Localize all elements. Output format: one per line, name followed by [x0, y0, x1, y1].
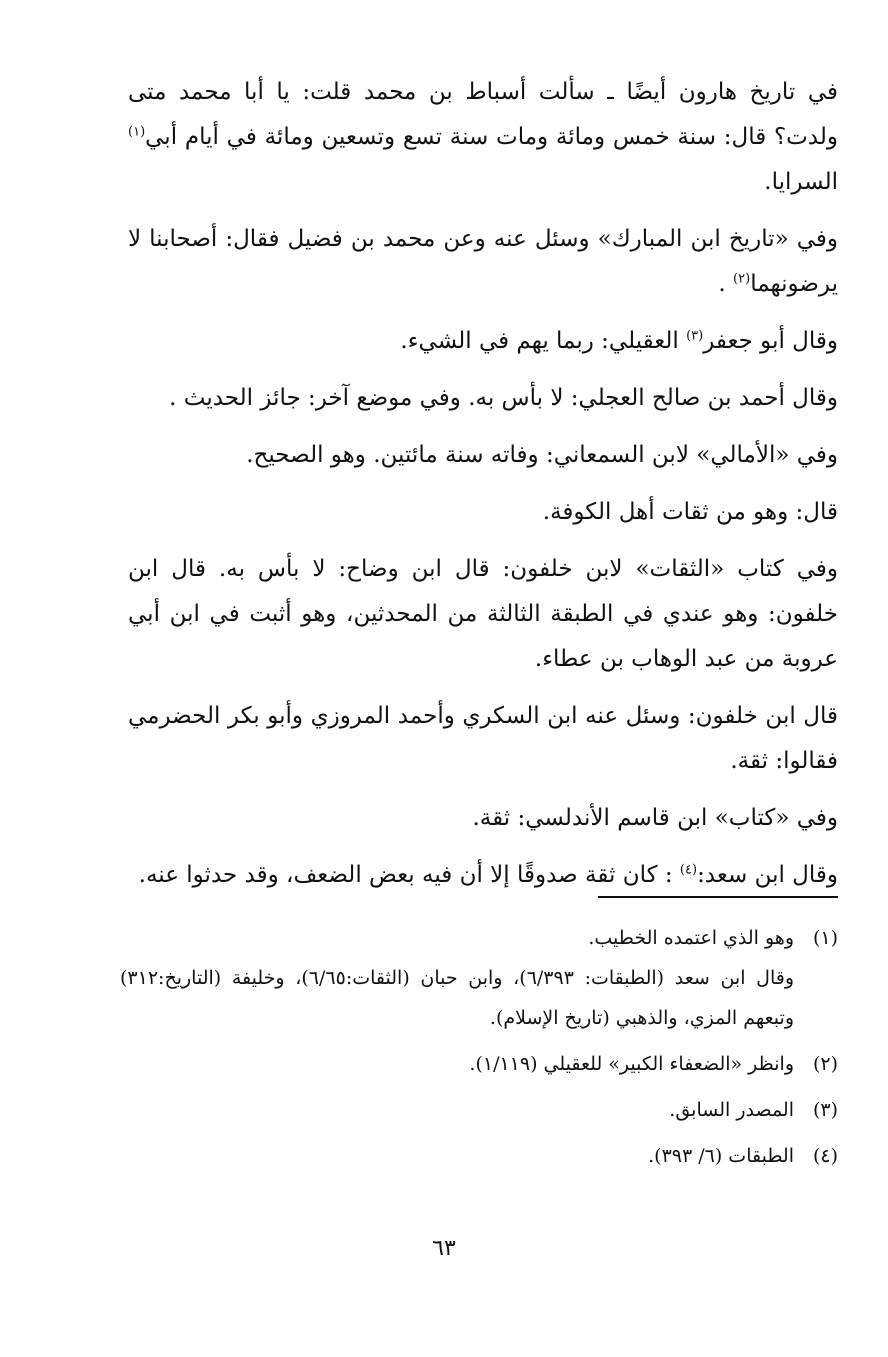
footnote-ref-4[interactable]: (٤) [679, 862, 698, 878]
footnote-ref-1[interactable]: (١) [128, 124, 146, 140]
main-text [128, 70, 838, 910]
paragraph-4: وقال أحمد بن صالح العجلي: لا بأس به. وفي موضع آخر: جائز الحديث . [169, 385, 838, 411]
paragraph-1-text: في تاريخ هارون أيضًا ـ سألت أسباط بن محمد قلت: يا أبا محمد متى ولدت؟ قال: سنة خمس ومائة ومات سنة تسع وتسعين ومائة في أيام أبي [128, 79, 838, 150]
footnote-2 [120, 1044, 838, 1084]
footnote-text [120, 918, 794, 1038]
paragraph-8: قال ابن خلفون: وسئل عنه ابن السكري وأحمد المروزي وأبو بكر الحضرمي فقالوا: ثقة. [128, 703, 838, 774]
paragraph-1-tail: السرايا. [764, 169, 838, 195]
paragraph-7: وفي كتاب «الثقات» لابن خلفون: قال ابن وضاح: لا بأس به. قال ابن خلفون: وهو عندي في الطبقة الثالثة من المحدثين، وهو أثبت في ابن أبي عروبة من عبد الوهاب بن عطاء. [128, 556, 838, 672]
paragraph-6: قال: وهو من ثقات أهل الكوفة. [542, 499, 838, 525]
footnote-number: (٢) [812, 1053, 838, 1075]
footnote-ref-3[interactable]: (٣) [686, 328, 704, 344]
footnote-divider [598, 896, 838, 898]
footnote-number: (١) [812, 927, 838, 949]
paragraph-2-text: وفي «تاريخ ابن المبارك» وسئل عنه وعن محمد بن فضيل فقال: أصحابنا لا يرضونهما [128, 226, 838, 297]
paragraph-2-tail: . [718, 271, 734, 297]
footnotes-section [120, 918, 838, 1182]
paragraph-3-text: وقال أبو جعفر [703, 328, 838, 354]
footnote-4 [120, 1136, 838, 1176]
paragraph-5: وفي «الأمالي» لابن السمعاني: وفاته سنة مائتين. وهو الصحيح. [246, 442, 838, 468]
footnote-3 [120, 1090, 838, 1130]
paragraph-3-tail: العقيلي: ربما يهم في الشيء. [400, 328, 687, 354]
paragraph-3 [128, 319, 838, 364]
footnote-line: وهو الذي اعتمده الخطيب. [588, 927, 794, 949]
paragraph-10-tail: : كان ثقة صدوقًا إلا أن فيه بعض الضعف، وقد حدثوا عنه. [138, 862, 680, 888]
paragraph-1 [128, 70, 838, 205]
footnote-text: وانظر «الضعفاء الكبير» للعقيلي (١/١١٩). [469, 1053, 794, 1075]
paragraph-2 [128, 217, 838, 307]
footnote-ref-2[interactable]: (٢) [733, 271, 751, 287]
footnote-1 [120, 918, 838, 1038]
footnote-number: (٣) [812, 1099, 838, 1121]
footnote-text: المصدر السابق. [669, 1099, 794, 1121]
footnote-number: (٤) [812, 1145, 838, 1167]
page-number: ٦٣ [432, 1236, 456, 1261]
paragraph-10 [128, 853, 838, 898]
paragraph-10-text: وقال ابن سعد: [697, 862, 838, 888]
paragraph-9: وفي «كتاب» ابن قاسم الأندلسي: ثقة. [472, 805, 838, 831]
footnote-text: الطبقات (٦/ ٣٩٣). [648, 1145, 794, 1167]
footnote-line: وقال ابن سعد (الطبقات: ٦/٣٩٣)، وابن حبان (الثقات:٦/٦٥)، وخليفة (التاريخ:٣١٢) وتبعهم المزي، والذهبي (تاريخ الإسلام). [120, 967, 794, 1029]
